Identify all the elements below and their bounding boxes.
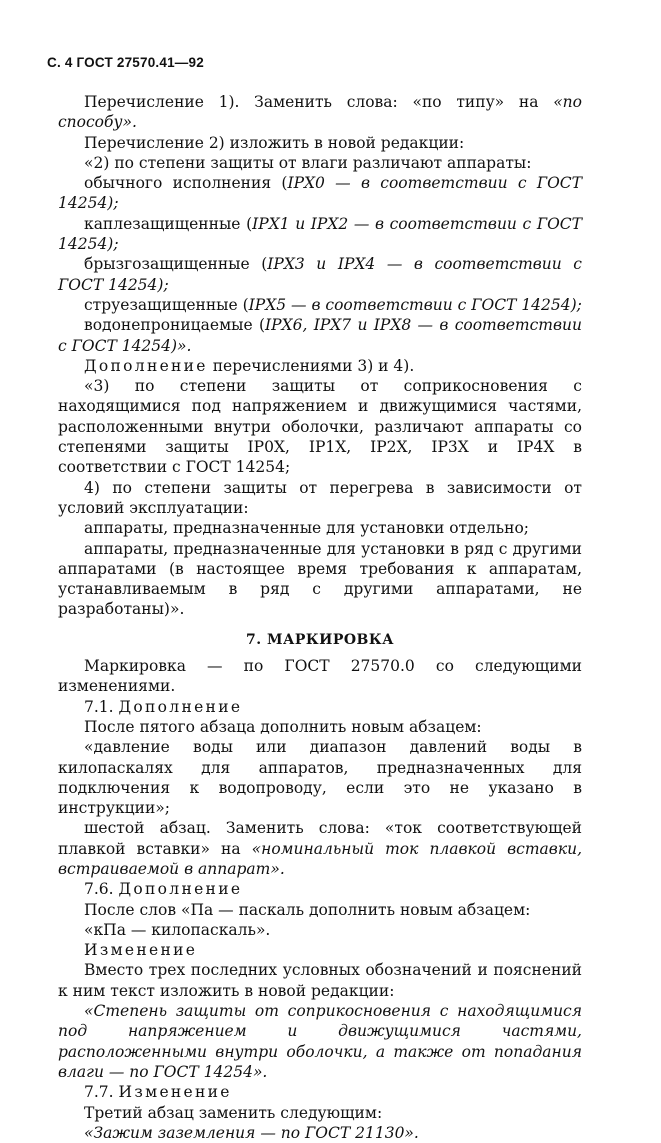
paragraph bbox=[58, 940, 582, 960]
paragraph bbox=[58, 960, 582, 1001]
italic-text: «Степень защиты от соприкосновения с находящимися под напряжением и движущимися частями, расположенными внутри оболочки, а также от попадания влаги — по ГОСТ 14254». bbox=[58, 1002, 582, 1081]
paragraph bbox=[58, 818, 582, 879]
paragraph bbox=[58, 656, 582, 697]
paragraph bbox=[58, 1123, 582, 1143]
paragraph bbox=[58, 315, 582, 356]
text-run: струезащищенные ( bbox=[84, 295, 249, 314]
paragraph bbox=[58, 1001, 582, 1082]
italic-text: IPX0 — в соответствии с ГОСТ 14254); bbox=[58, 174, 582, 213]
text-run: 4) по степени защиты от перегрева в зависимости от условий эксплуатации: bbox=[58, 478, 582, 517]
spaced-term: Дополнение bbox=[118, 880, 243, 899]
text-run: обычного исполнения ( bbox=[84, 174, 288, 193]
italic-text: «Зажим заземления — по ГОСТ 21130». bbox=[84, 1123, 419, 1142]
paragraph bbox=[58, 356, 582, 376]
spaced-term: Дополнение bbox=[84, 356, 208, 375]
paragraph bbox=[58, 920, 582, 940]
paragraph bbox=[58, 879, 582, 899]
text-run: После пятого абзаца дополнить новым абзацем: bbox=[84, 717, 482, 736]
text-run: После слов «Па — паскаль дополнить новым абзацем: bbox=[84, 900, 531, 919]
italic-text: IPX5 — в соответствии с ГОСТ 14254); bbox=[248, 295, 582, 314]
paragraph bbox=[58, 92, 582, 133]
text-run: шестой абзац. Заменить слова: «ток соответствующей плавкой вставки» на bbox=[58, 819, 582, 858]
text-run: Третий абзац заменить следующим: bbox=[84, 1103, 383, 1122]
paragraph bbox=[58, 376, 582, 477]
text-run: водонепроницаемые ( bbox=[84, 316, 265, 335]
text-run: каплезащищенные ( bbox=[84, 214, 253, 233]
page-header: С. 4 ГОСТ 27570.41—92 bbox=[47, 55, 204, 70]
paragraph bbox=[58, 153, 582, 173]
text-run: аппараты, предназначенные для установки отдельно; bbox=[84, 519, 529, 538]
paragraph bbox=[58, 717, 582, 737]
paragraph bbox=[58, 900, 582, 920]
italic-text: «по способу». bbox=[58, 93, 582, 132]
spaced-term: Дополнение bbox=[118, 697, 243, 716]
text-run: «2) по степени защиты от влаги различают аппараты: bbox=[84, 153, 532, 172]
paragraph bbox=[58, 737, 582, 818]
paragraph bbox=[58, 539, 582, 620]
text-run: аппараты, предназначенные для установки в ряд с другими аппаратами (в настоящее время требования к аппаратам, устанавливаемым в ряд с другими аппаратами, не разработаны)». bbox=[58, 539, 582, 619]
paragraph bbox=[58, 518, 582, 538]
text-run: Перечисление 2) изложить в новой редакции: bbox=[84, 133, 465, 152]
text-run: Маркировка — по ГОСТ 27570.0 со следующими изменениями. bbox=[58, 657, 582, 696]
text-run: Вместо трех последних условных обозначений и пояснений к ним текст изложить в новой редакции: bbox=[58, 961, 582, 1000]
italic-text: «номинальный ток плавкой вставки, встраиваемой в аппарат». bbox=[58, 839, 582, 878]
paragraph bbox=[58, 697, 582, 717]
text-run: Перечисление 1). Заменить слова: «по типу» на bbox=[84, 93, 554, 111]
paragraph bbox=[58, 1082, 582, 1102]
italic-text: IPX1 и IPX2 — в соответствии с ГОСТ 14254); bbox=[58, 214, 582, 254]
paragraph bbox=[58, 173, 582, 214]
spaced-term: Изменение bbox=[118, 1083, 232, 1102]
italic-text: IPX3 и IPX4 — в соответствии с ГОСТ 14254); bbox=[58, 255, 582, 294]
text-run: брызгозащищенные ( bbox=[84, 255, 268, 274]
spaced-term: Изменение bbox=[84, 941, 198, 960]
paragraph bbox=[58, 254, 582, 295]
section-title: 7. МАРКИРОВКА bbox=[245, 631, 395, 648]
paragraph bbox=[58, 214, 582, 255]
text-run: 7.7. bbox=[84, 1083, 119, 1102]
text-run: перечислениями 3) и 4). bbox=[207, 356, 415, 375]
text-run: «кПа — килопаскаль». bbox=[84, 920, 271, 939]
paragraph bbox=[58, 1103, 582, 1123]
paragraph bbox=[58, 295, 582, 315]
text-run: «3) по степени защиты от соприкосновения с находящимися под напряжением и движущимися частями, расположенными внутри оболочки, различают аппараты со степенями защиты IP0X, IP1X, IP2X, IP3X и IP4X в соответствии с ГОСТ 14254; bbox=[58, 377, 582, 477]
document-body bbox=[58, 92, 582, 1143]
text-run: 7.6. bbox=[84, 880, 119, 899]
italic-text: IPX6, IPX7 и IPX8 — в соответствии с ГОСТ 14254)». bbox=[58, 316, 582, 355]
paragraph bbox=[58, 133, 582, 153]
text-run: «давление воды или диапазон давлений воды в килопаскалях для аппаратов, предназначенных для подключения к водопроводу, если это не указано в инструкции»; bbox=[58, 738, 582, 818]
text-run: 7.1. bbox=[84, 697, 119, 716]
paragraph bbox=[58, 478, 582, 519]
